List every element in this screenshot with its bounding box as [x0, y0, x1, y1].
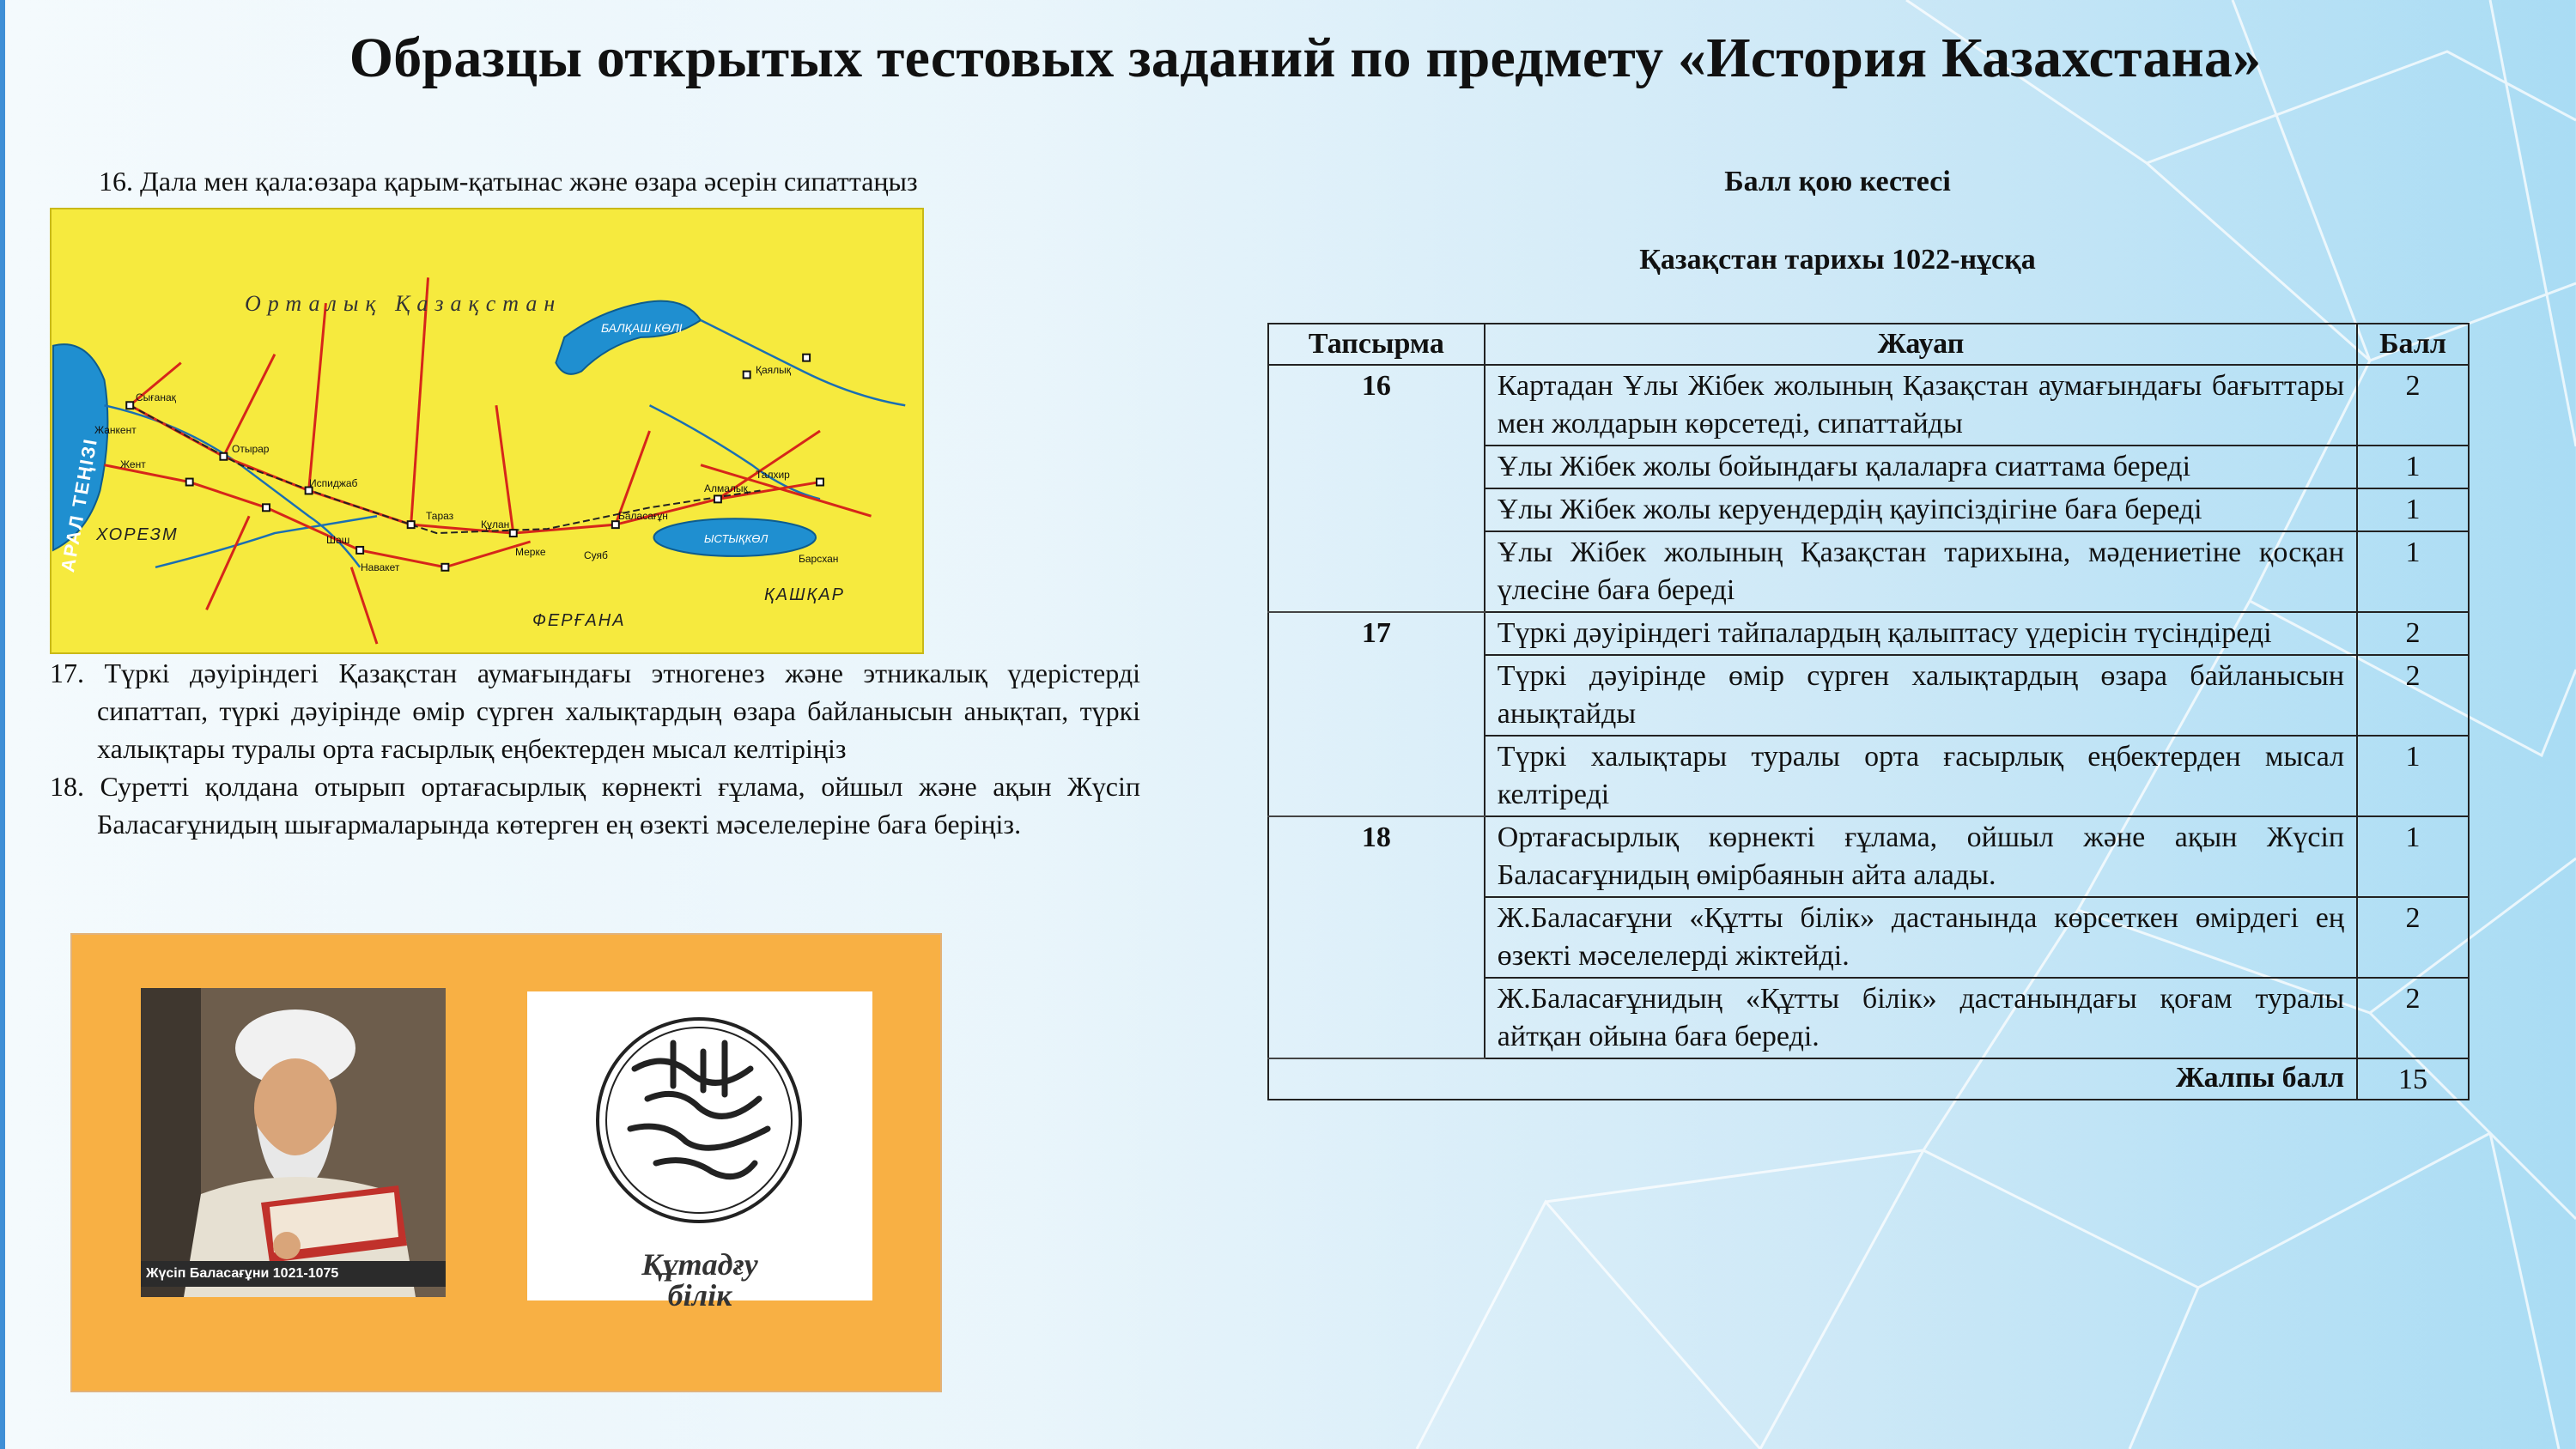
city-marker-1 [126, 402, 133, 409]
variant-heading: Қазақстан тарихы 1022-нұсқа [1639, 244, 2036, 276]
road-9 [351, 567, 377, 644]
task-number: 17 [1268, 612, 1485, 655]
points-cell: 1 [2357, 446, 2469, 488]
answer-cell: Ж.Баласағұнидың «Құтты білік» дастанындағы қоғам туралы айтқан ойына баға береді. [1485, 978, 2357, 1058]
points-cell: 2 [2357, 978, 2469, 1058]
task-number-empty [1268, 736, 1485, 816]
map-city-label: Навакет [361, 561, 400, 573]
map-city-label: Отырар [232, 443, 270, 455]
answer-cell: Ұлы Жібек жолы бойындағы қалаларға сиаттама береді [1485, 446, 2357, 488]
map-label-kashgar: ҚАШҚАР [764, 585, 846, 604]
answer-cell: Ұлы Жібек жолының Қазақстан тарихына, мәдениетіне қосқан үлесіне баға береді [1485, 531, 2357, 612]
map-city-label: Қаялық [756, 364, 792, 376]
table-row [1268, 446, 2469, 488]
answer-cell: Түркі дәуіріндегі тайпалардың қалыптасу үдерісін түсіндіреді [1485, 612, 2357, 655]
points-cell: 1 [2357, 488, 2469, 531]
map-city-label: Мерке [515, 546, 546, 558]
header-answer: Жауап [1485, 324, 2357, 365]
map-city-label: Тараз [426, 510, 454, 522]
task-number-empty [1268, 531, 1485, 612]
task-number-empty [1268, 897, 1485, 978]
task-number-empty [1268, 488, 1485, 531]
map-city-label: Барсхан [799, 553, 839, 565]
map-label-balkhash: БАЛҚАШ КӨЛІ [601, 321, 683, 335]
points-cell: 1 [2357, 816, 2469, 897]
map-label-khorezm: ХОРЕЗМ [96, 525, 179, 544]
road-6 [496, 405, 513, 533]
table-row [1268, 736, 2469, 816]
map-city-label: Жанкент [94, 424, 137, 436]
answer-cell: Ж.Баласағұни «Құтты білік» дастанында көрсеткен өмірдегі ең өзекті мәселелерді жіктейді. [1485, 897, 2357, 978]
map-city-label: Құлан [481, 518, 510, 530]
points-cell: 1 [2357, 736, 2469, 816]
portrait-caption: Жүсіп Баласағұни 1021-1075 [141, 1261, 446, 1287]
city-marker-7 [714, 495, 721, 502]
map-city-label: Баласағұн [618, 510, 668, 522]
city-marker-5 [510, 530, 517, 537]
task-number: 18 [1268, 816, 1485, 897]
question-17: 17. Түркі дәуіріндегі Қазақстан аумағындағы этногенез және этникалық үдерістерді сипаттап, түркі дәуірінде өмір сүрген халықтардың өзара байланысын анықтап, түркі халықтары туралы орта ғасырлық еңбектерден мысал келтіріңіз [50, 658, 1140, 764]
road-4 [309, 303, 326, 490]
task-number-empty [1268, 446, 1485, 488]
map-label-fergana: ФЕРҒАНА [532, 611, 626, 630]
total-label: Жалпы балл [1268, 1058, 2357, 1100]
answer-cell: Картадан Ұлы Жібек жолының Қазақстан аумағындағы бағыттары мен жолдарын көрсетеді, сипаттайды [1485, 365, 2357, 446]
map-city-label: Жент [120, 458, 146, 470]
city-marker-6 [612, 521, 619, 528]
map-city-label: Алмалық [704, 482, 748, 494]
city-marker-14 [803, 355, 810, 361]
map-city-label: Талхир [756, 469, 790, 481]
task-number-empty [1268, 655, 1485, 736]
seal-title-line1: Құтадғу [641, 1247, 758, 1282]
map-city-label: Испиджаб [309, 477, 358, 489]
answer-cell: Ұлы Жібек жолы керуендердің қауіпсіздігіне баға береді [1485, 488, 2357, 531]
city-marker-9 [356, 547, 363, 554]
task-number: 16 [1268, 365, 1485, 446]
total-row [1268, 1058, 2469, 1100]
balasagun-picture [70, 933, 942, 1392]
road-10 [207, 516, 250, 609]
map-city-label: Суяб [584, 549, 608, 561]
silk-road-map [50, 208, 924, 654]
points-cell: 2 [2357, 612, 2469, 655]
table-row [1268, 488, 2469, 531]
answer-cell: Ортағасырлық көрнекті ғұлама, ойшыл және ақын Жүсіп Баласағұнидың өмірбаянын айта алады. [1485, 816, 2357, 897]
seal-title-line2: білік [667, 1278, 732, 1313]
map-city-label: Сығанақ [136, 391, 176, 403]
city-marker-12 [186, 479, 193, 486]
left-accent-bar [0, 0, 5, 1449]
portrait-graphic [141, 988, 446, 1297]
portrait-image [141, 988, 446, 1297]
table-row [1268, 612, 2469, 655]
table-row [1268, 531, 2469, 612]
map-title: Орталық Қазақстан [245, 291, 562, 316]
table-row [1268, 365, 2469, 446]
header-task: Тапсырма [1268, 324, 1485, 365]
scoring-table [1267, 323, 2470, 1100]
points-cell: 2 [2357, 897, 2469, 978]
question-16: 16. Дала мен қала:өзара қарым-қатынас және өзара әсерін сипаттаңыз [99, 166, 918, 197]
kutadgu-bilig-emblem [527, 991, 872, 1313]
city-marker-8 [817, 479, 823, 486]
road-3 [223, 355, 275, 457]
points-cell: 2 [2357, 655, 2469, 736]
seal-title [527, 1249, 872, 1311]
scoring-heading: Балл қою кестесі [1724, 166, 1951, 197]
balkhash-lake-shape [556, 301, 701, 374]
river-3 [701, 320, 905, 405]
header-points: Балл [2357, 324, 2469, 365]
city-marker-4 [408, 521, 415, 528]
page-title: Образцы открытых тестовых заданий по предмету «История Казахстана» [349, 27, 2262, 89]
city-marker-10 [441, 564, 448, 571]
table-row [1268, 816, 2469, 897]
points-cell: 2 [2357, 365, 2469, 446]
table-header-row [1268, 324, 2469, 365]
table-row [1268, 978, 2469, 1058]
map-label-aral: АРАЛ ТЕҢІЗІ [57, 436, 102, 574]
question-18: 18. Суретті қолдана отырып ортағасырлық көрнекті ғұлама, ойшыл және ақын Жүсіп Баласағұнидың шығармаларында көтерген ең өзекті мәселелеріне баға беріңіз. [50, 771, 1140, 840]
city-marker-2 [220, 453, 227, 460]
map-city-label: Шаш [326, 534, 350, 546]
city-marker-13 [744, 372, 750, 379]
task-number-empty [1268, 978, 1485, 1058]
table-row [1268, 897, 2469, 978]
points-cell: 1 [2357, 531, 2469, 612]
answer-cell: Түркі дәуірінде өмір сүрген халықтардың өзара байланысын анықтайды [1485, 655, 2357, 736]
table-row [1268, 655, 2469, 736]
total-points: 15 [2357, 1058, 2469, 1100]
answer-cell: Түркі халықтары туралы орта ғасырлық еңбектерден мысал келтіреді [1485, 736, 2357, 816]
map-label-issyk: ЫСТЫҚКӨЛ [704, 532, 769, 545]
questions-list [50, 654, 1140, 843]
city-marker-11 [263, 504, 270, 511]
